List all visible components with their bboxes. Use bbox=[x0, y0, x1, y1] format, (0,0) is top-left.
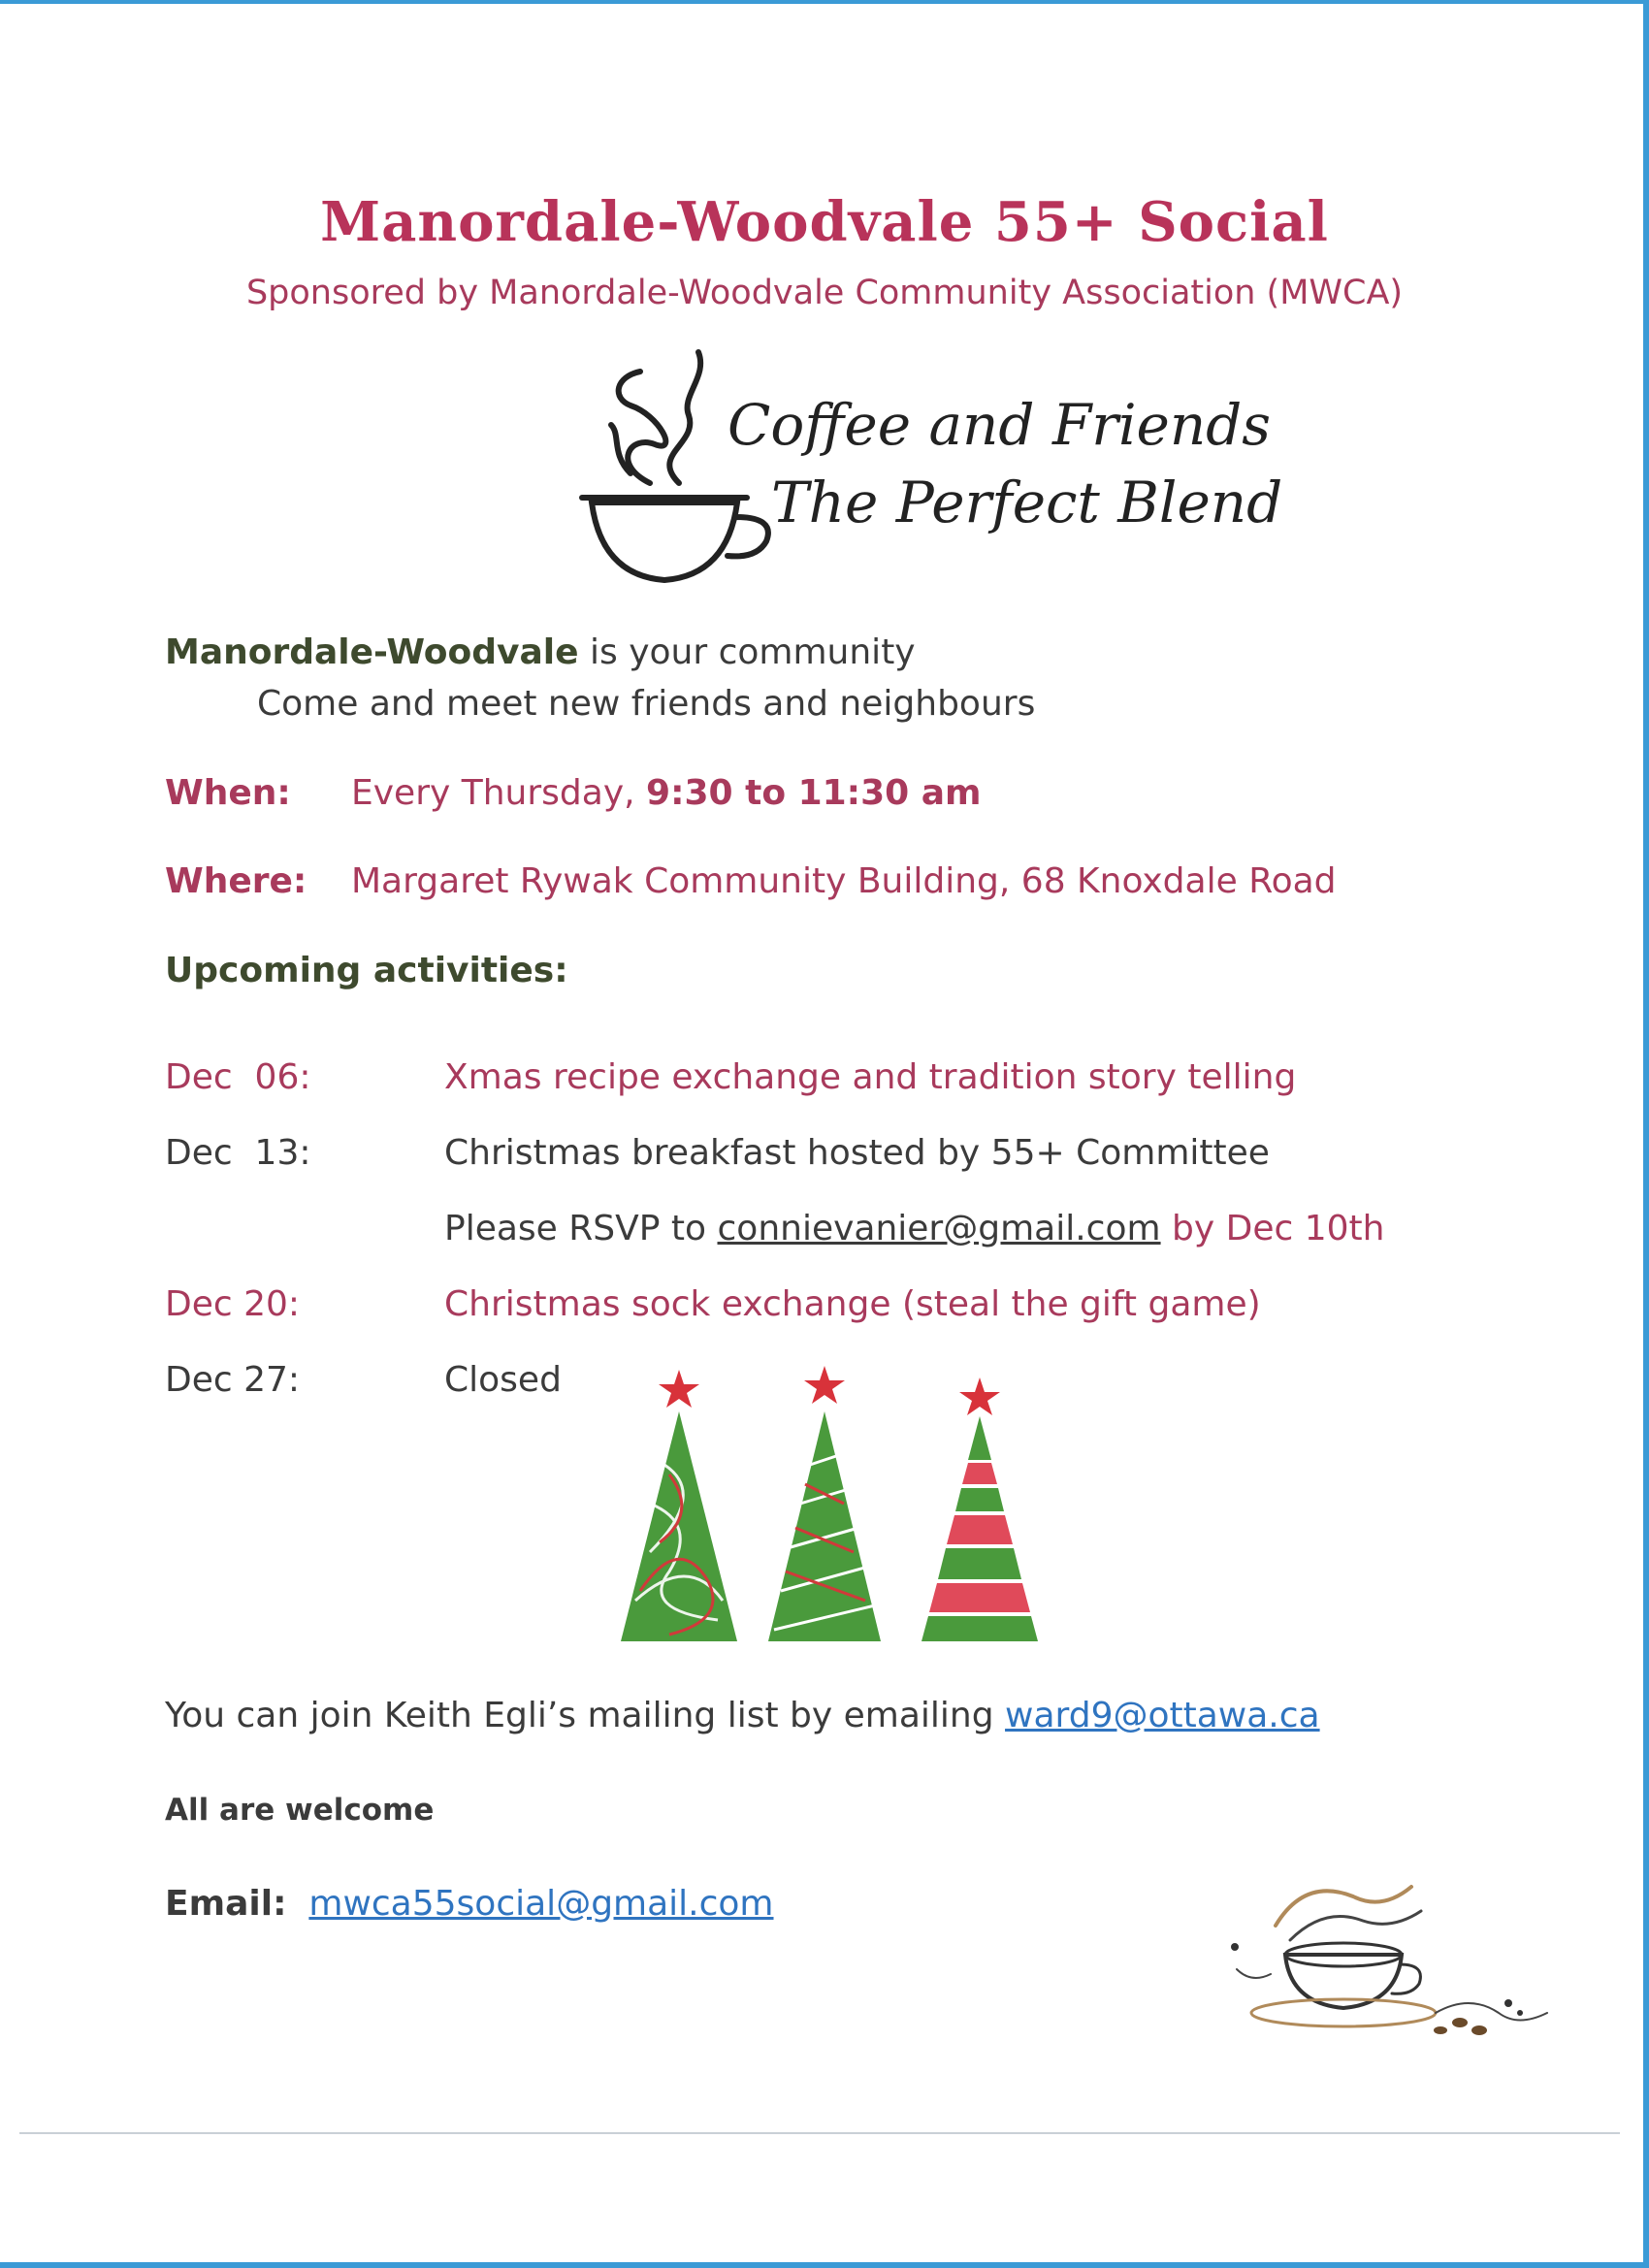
when-value bbox=[351, 773, 982, 813]
mailing-line bbox=[165, 1696, 1320, 1735]
contact-email-link[interactable]: mwca55social@gmail.com bbox=[308, 1884, 774, 1924]
rsvp-email-link[interactable]: connievanier@gmail.com bbox=[717, 1209, 1161, 1248]
divider bbox=[19, 2132, 1620, 2134]
where-value: Margaret Rywak Community Building, 68 Knoxdale Road bbox=[351, 861, 1337, 901]
rsvp-suffix: by Dec 10th bbox=[1160, 1209, 1385, 1248]
activity-date: Dec 13: bbox=[165, 1133, 311, 1173]
mailing-prefix: You can join Keith Egli’s mailing list by emailing bbox=[165, 1696, 1006, 1735]
mailing-email-link[interactable]: ward9@ottawa.ca bbox=[1005, 1696, 1320, 1735]
tree-icon bbox=[768, 1366, 881, 1641]
activity-date: Dec 06: bbox=[165, 1057, 311, 1097]
christmas-trees-icon bbox=[611, 1358, 1057, 1649]
tree-icon bbox=[922, 1377, 1038, 1641]
when-label: When: bbox=[165, 773, 291, 813]
activity-date: Dec 27: bbox=[165, 1360, 301, 1400]
welcome-text: All are welcome bbox=[165, 1793, 435, 1828]
activity-text: Xmas recipe exchange and tradition story telling bbox=[444, 1057, 1297, 1097]
activity-text: Closed bbox=[444, 1360, 562, 1400]
intro-line2: Come and meet new friends and neighbours bbox=[257, 684, 1036, 724]
coffee-cup-icon bbox=[582, 352, 768, 580]
intro-rest: is your community bbox=[578, 632, 916, 672]
coffee-and-friends-logo bbox=[572, 338, 1283, 590]
activity-text: Christmas sock exchange (steal the gift game) bbox=[444, 1284, 1261, 1324]
when-time: 9:30 to 11:30 am bbox=[646, 773, 982, 813]
logo-line2: The Perfect Blend bbox=[771, 470, 1283, 535]
rsvp-prefix: Please RSVP to bbox=[444, 1209, 718, 1248]
intro-line1 bbox=[165, 632, 916, 672]
activity-text: Christmas breakfast hosted by 55+ Committee bbox=[444, 1133, 1270, 1173]
sponsor-subtitle: Sponsored by Manordale-Woodvale Community Association (MWCA) bbox=[245, 274, 1404, 312]
activity-date: Dec 20: bbox=[165, 1284, 301, 1324]
contact-line bbox=[165, 1884, 774, 1924]
contact-label: Email: bbox=[165, 1884, 287, 1924]
page-title: Manordale-Woodvale 55+ Social bbox=[320, 190, 1329, 254]
activities-heading: Upcoming activities: bbox=[165, 951, 568, 990]
community-name: Manordale-Woodvale bbox=[165, 632, 579, 672]
rsvp-line bbox=[444, 1209, 1384, 1248]
when-day: Every Thursday, bbox=[351, 773, 647, 813]
logo-line1: Coffee and Friends bbox=[728, 392, 1272, 458]
coffee-cup-swirl-icon bbox=[1217, 1867, 1557, 2042]
tree-icon bbox=[621, 1370, 737, 1641]
where-label: Where: bbox=[165, 861, 307, 901]
